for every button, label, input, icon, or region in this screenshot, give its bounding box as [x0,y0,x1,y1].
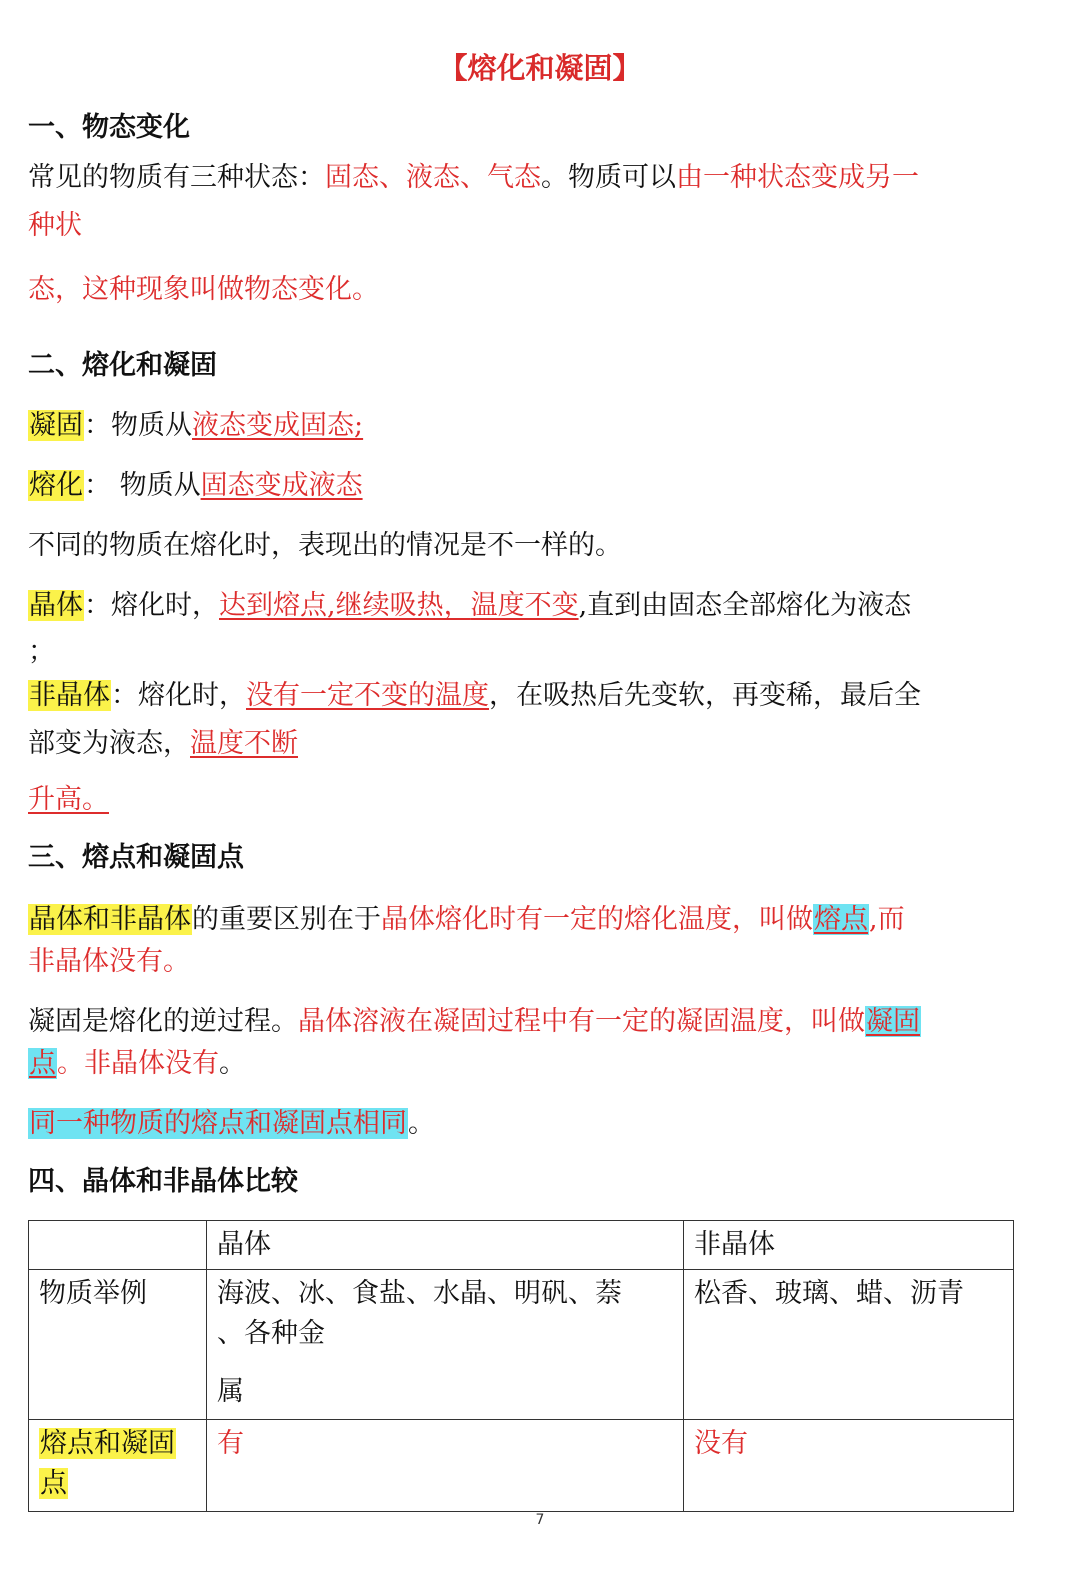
text: ，在吸热后先变软，再变稀，最后全 [489,680,921,711]
table-cell [29,1420,207,1512]
freezing-point-term: 凝固 [866,1006,920,1037]
text: 。物质可以 [541,162,676,193]
definition-text: 由一种状态变成另一 [676,162,919,193]
solidify-definition [28,408,1058,444]
page-number: 7 [535,1512,545,1528]
text: 。 [408,1108,435,1139]
table-cell: 松香、玻璃、蜡、沥青 [684,1270,1014,1420]
freezing-point-p2-line2 [28,1046,1058,1082]
section3-heading: 三、熔点和凝固点 [28,842,244,873]
melting-point-p1-line2: 非晶体没有。 [28,946,190,977]
table-header-row [29,1221,1014,1270]
table-cell [207,1270,684,1420]
section1-line2: 种状 [28,210,82,241]
freezing-point-term-end: 点 [29,1048,56,1079]
same-point-sentence [28,1106,1058,1142]
melt-desc: 固态变成液态 [200,470,363,501]
noncrystal-line3: 升高。 [28,784,109,815]
cell-line: 熔点和凝固 [40,1428,175,1459]
text: ：物质从 [84,410,192,441]
table-cell: 没有 [684,1420,1014,1512]
crystal-desc-1: 达到熔点,继续吸热， [219,590,471,621]
text: ,直到由固态全部熔化为液态 [578,590,912,621]
red-text: 晶体熔化时有一定的熔化温度，叫做 [381,904,813,935]
text: 常见的物质有三种状态： [28,162,325,193]
freezing-point-p2 [28,1004,1058,1040]
section1-heading: 一、物态变化 [28,112,190,143]
noncrystal-definition [28,678,1058,714]
noncrystal-desc-2: 温度不断 [190,728,298,759]
solidify-term: 凝固 [29,410,83,441]
melt-term: 熔化 [29,470,83,501]
section2-heading: 二、熔化和凝固 [28,350,217,381]
text: ： 物质从 [84,470,201,501]
table-cell: 有 [207,1420,684,1512]
crystal-definition [28,588,1058,624]
crystal-term: 晶体 [29,590,83,621]
cell-line: 属 [217,1376,244,1407]
table-header-cell: 非晶体 [684,1221,1014,1270]
states-text: 固态、液态、气态 [325,162,541,193]
crystal-desc-2: 温度不变 [470,590,579,621]
section1-line3: 态，这种现象叫做物态变化。 [28,274,379,305]
text: 部变为液态， [28,728,190,759]
noncrystal-desc-1: 没有一定不变的温度 [246,680,489,711]
red-text: ,而 [869,904,905,935]
table-cell: 物质举例 [29,1270,207,1420]
table-row [29,1420,1014,1512]
noncrystal-line2 [28,726,1058,762]
section1-line1 [28,160,1058,196]
table-row [29,1270,1014,1420]
cell-line: 海波、冰、食盐、水晶、明矾、萘 [217,1278,622,1309]
red-text: 晶体溶液在凝固过程中有一定的凝固温度，叫做 [298,1006,865,1037]
crystal-end: ； [28,636,55,667]
difference-sentence: 不同的物质在熔化时，表现出的情况是不一样的。 [28,530,622,561]
comparison-table [28,1220,1014,1512]
red-text: 。非晶体没有 [57,1048,219,1079]
highlight-text: 同一种物质的熔点和凝固点相同 [29,1108,407,1139]
text: ：熔化时， [84,590,219,621]
melting-point-term: 熔点 [814,904,868,935]
text: ：熔化时， [111,680,246,711]
page-title: 【熔化和凝固】 [438,51,642,85]
cell-line: 点 [40,1468,67,1499]
melting-point-p1 [28,902,1058,938]
text: 的重要区别在于 [192,904,381,935]
noncrystal-term: 非晶体 [29,680,110,711]
solidify-desc: 液态变成固态; [192,410,364,441]
text: 凝固是熔化的逆过程。 [28,1006,298,1037]
text: 。 [219,1048,246,1079]
cell-line: 、各种金 [217,1318,325,1349]
section4-heading: 四、晶体和非晶体比较 [28,1166,298,1197]
melt-definition [28,468,1058,504]
table-header-cell: 晶体 [207,1221,684,1270]
highlight-text: 晶体和非晶体 [29,904,191,935]
table-header-cell [29,1221,207,1270]
